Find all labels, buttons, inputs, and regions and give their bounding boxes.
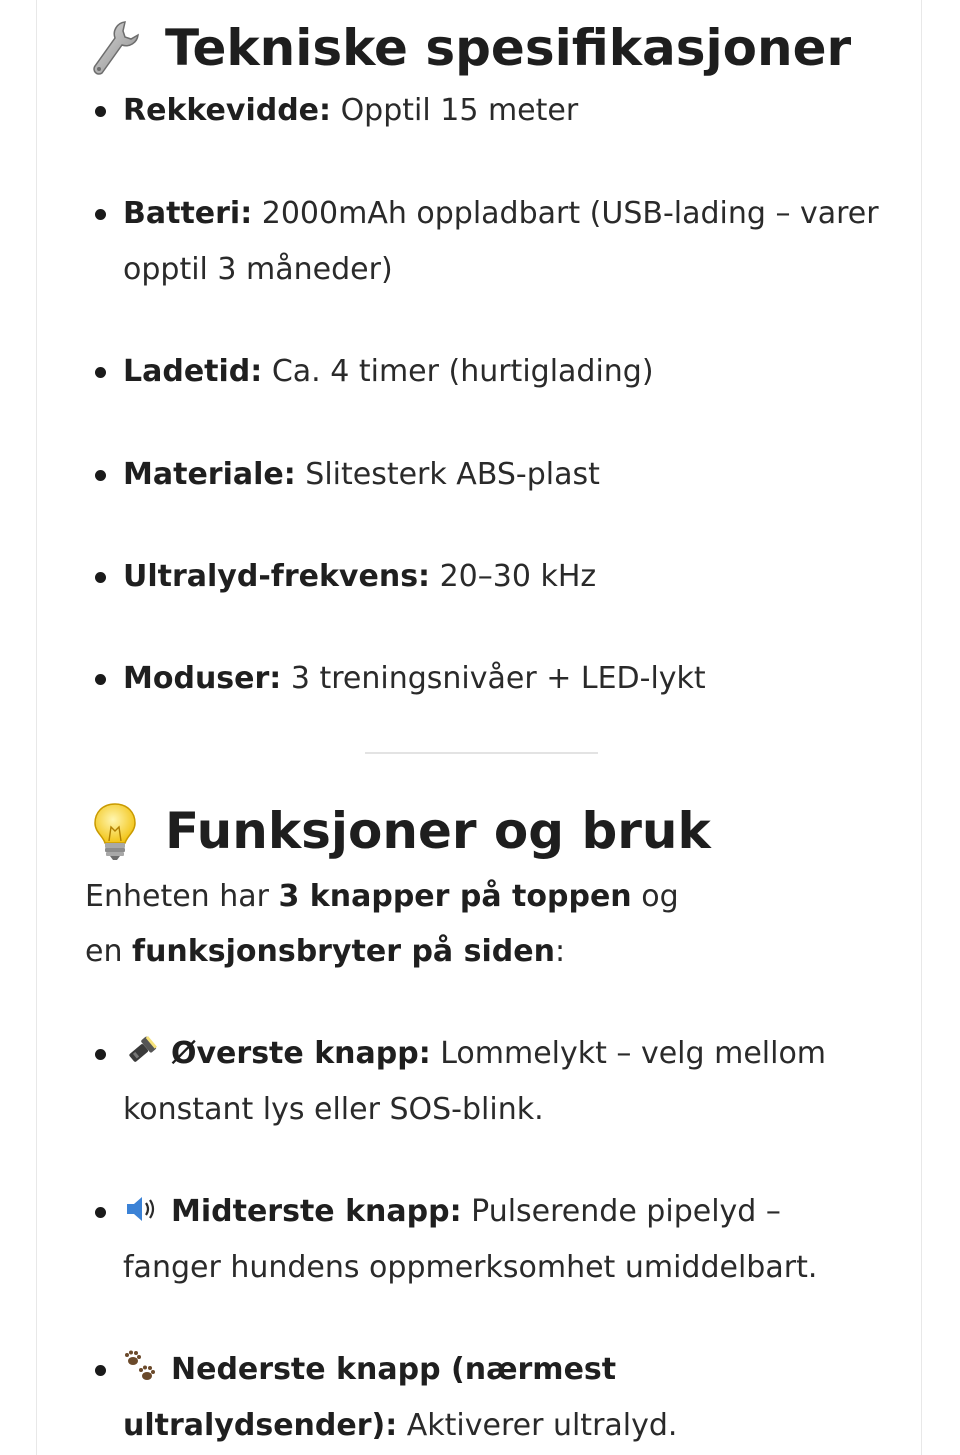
button-label: Nederste knapp (nærmest ultralydsender):: [123, 1352, 617, 1443]
button-description: Aktiverer ultralyd.: [397, 1408, 678, 1443]
intro-text: Enheten har: [85, 879, 279, 914]
section-divider: [365, 752, 598, 754]
paw-prints-icon: [123, 1348, 159, 1384]
buttons-list: [85, 1026, 845, 1454]
functions-heading: [85, 801, 711, 861]
specs-heading: [85, 18, 851, 78]
article-card: [36, 0, 922, 1455]
button-description: Pulserende pipelyd – fanger hundens oppmerksomhet umiddelbart.: [123, 1194, 818, 1285]
spec-item-material: [85, 447, 885, 503]
spec-value: Slitesterk ABS-plast: [295, 457, 600, 492]
button-label: Øverste knapp:: [171, 1036, 431, 1071]
spec-value: 20–30 kHz: [430, 559, 597, 594]
spec-item-battery: [85, 186, 885, 298]
spec-value: Ca. 4 timer (hurtiglading): [262, 354, 654, 389]
intro-text: og en: [85, 879, 679, 969]
spec-item-modes: [85, 651, 885, 707]
spec-label: Ladetid:: [123, 354, 263, 389]
spec-item-frequency: [85, 549, 885, 605]
spec-label: Rekkevidde:: [123, 93, 332, 128]
button-item-middle: [85, 1184, 845, 1296]
speaker-icon: [123, 1190, 159, 1226]
intro-emphasis: 3 knapper på toppen: [278, 879, 632, 914]
spec-value: 3 treningsnivåer + LED-lykt: [281, 661, 706, 696]
functions-intro: [85, 869, 725, 979]
spec-item-charge-time: [85, 344, 885, 400]
spec-value: 2000mAh oppladbart (USB-lading – varer opptil 3 måneder): [123, 196, 879, 287]
spec-label: Materiale:: [123, 457, 296, 492]
intro-emphasis: funksjonsbryter på siden: [132, 934, 555, 969]
functions-heading-text: Funksjoner og bruk: [165, 802, 711, 860]
button-item-bottom: [85, 1342, 845, 1454]
button-description: Lommelykt – velg mellom konstant lys eller SOS-blink.: [123, 1036, 827, 1127]
lightbulb-icon: [85, 801, 145, 861]
specs-list: [85, 83, 885, 707]
spec-value: Opptil 15 meter: [331, 93, 579, 128]
spec-label: Moduser:: [123, 661, 282, 696]
specs-heading-text: Tekniske spesifikasjoner: [165, 19, 852, 77]
wrench-icon: [85, 18, 145, 78]
spec-label: Batteri:: [123, 196, 253, 231]
button-label: Midterste knapp:: [171, 1194, 462, 1229]
intro-text: :: [554, 934, 566, 969]
spec-label: Ultralyd-frekvens:: [123, 559, 431, 594]
spec-item-range: [85, 83, 885, 139]
flashlight-icon: [123, 1032, 159, 1068]
button-item-top: [85, 1026, 845, 1138]
